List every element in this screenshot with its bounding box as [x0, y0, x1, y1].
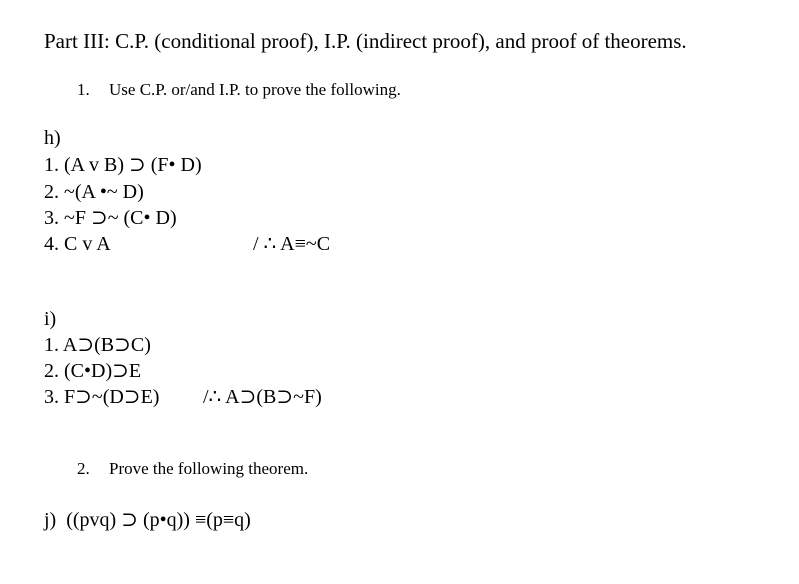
problem-h-premise-1: 1. (A v B) ⊃ (F• D) [44, 154, 202, 176]
problem-i-premise-2: 2. (C•D)⊃E [44, 360, 142, 382]
problem-i-label: i) [44, 308, 57, 330]
instruction-2-text: Prove the following theorem. [109, 459, 309, 478]
problem-h-label: h) [44, 127, 61, 149]
problem-i-premise-1: 1. A⊃(B⊃C) [44, 334, 151, 356]
problem-i-conclusion: /∴ A⊃(B⊃~F) [203, 386, 322, 408]
instruction-1 [77, 81, 401, 98]
page-title: Part III: C.P. (conditional proof), I.P. (indirect proof), and proof of theorems. [44, 29, 687, 53]
instruction-1-number: 1. [77, 80, 90, 99]
instruction-2 [77, 460, 308, 477]
instruction-2-number: 2. [77, 459, 90, 478]
problem-i-premise-3: 3. F⊃~(D⊃E) [44, 386, 160, 408]
problem-h-conclusion: / ∴ A≡~C [253, 233, 331, 255]
problem-h-premise-3: 3. ~F ⊃~ (C• D) [44, 207, 177, 229]
problem-h-premise-4: 4. C v A [44, 233, 111, 255]
problem-j-theorem: j) ((pvq) ⊃ (p•q)) ≡(p≡q) [44, 509, 251, 531]
problem-h-premise-2: 2. ~(A •~ D) [44, 181, 144, 203]
instruction-1-text: Use C.P. or/and I.P. to prove the following. [109, 80, 401, 99]
